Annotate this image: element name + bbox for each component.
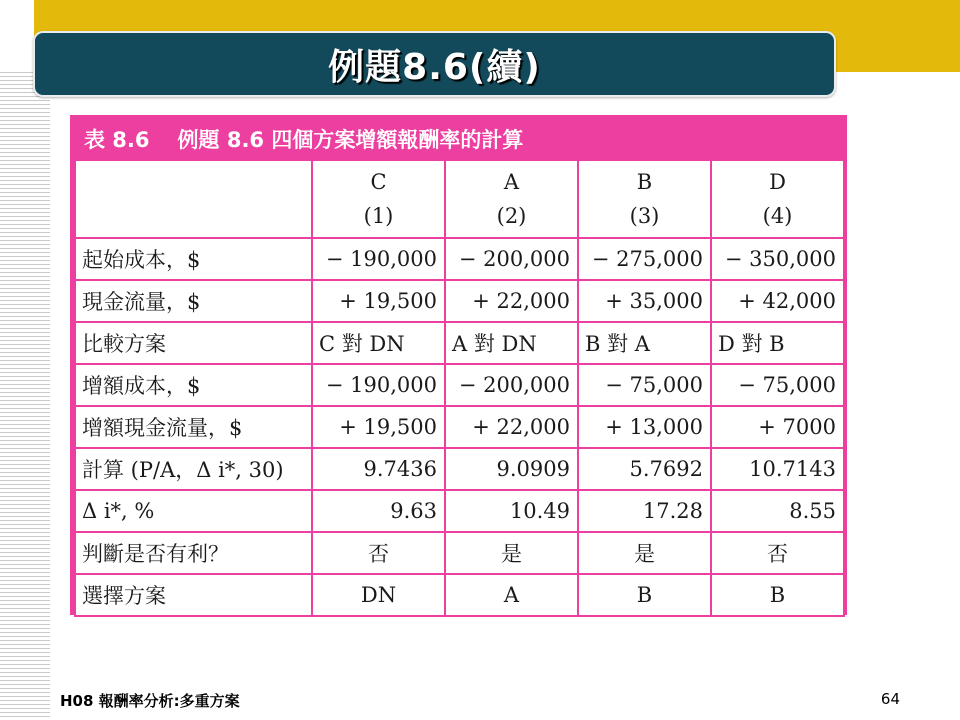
row-label: 計算 (P/A，Δ i*, 30) bbox=[75, 448, 312, 490]
table-cell: − 190,000 bbox=[312, 364, 445, 406]
row-label: 增額現金流量，$ bbox=[75, 406, 312, 448]
table-cell: 是 bbox=[445, 532, 578, 574]
table-row bbox=[75, 364, 844, 406]
table-cell: 是 bbox=[578, 532, 711, 574]
table-cell: 9.0909 bbox=[445, 448, 578, 490]
table-cell: 9.7436 bbox=[312, 448, 445, 490]
table-cell: + 7000 bbox=[711, 406, 844, 448]
table-cell: + 19,500 bbox=[312, 280, 445, 322]
left-stripe-decoration bbox=[0, 72, 50, 720]
table-cell: B 對 A bbox=[578, 322, 711, 364]
title-bar bbox=[33, 31, 836, 97]
table-cell: C 對 DN bbox=[312, 322, 445, 364]
table-row bbox=[75, 280, 844, 322]
header-cell: D (4) bbox=[711, 160, 844, 238]
row-label: 增額成本，$ bbox=[75, 364, 312, 406]
table-cell: 17.28 bbox=[578, 490, 711, 532]
table-cell: B bbox=[578, 574, 711, 616]
row-label: Δ i*, % bbox=[75, 490, 312, 532]
table-cell: − 350,000 bbox=[711, 238, 844, 280]
table-cell: 9.63 bbox=[312, 490, 445, 532]
footer-course-title: H08 報酬率分析:多重方案 bbox=[60, 692, 240, 710]
row-label: 起始成本，$ bbox=[75, 238, 312, 280]
table-cell: 否 bbox=[711, 532, 844, 574]
table-cell: DN bbox=[312, 574, 445, 616]
rate-of-return-table bbox=[74, 159, 845, 617]
table-cell: A bbox=[445, 574, 578, 616]
row-label: 比較方案 bbox=[75, 322, 312, 364]
table-cell: + 19,500 bbox=[312, 406, 445, 448]
table-frame bbox=[70, 115, 847, 615]
table-cell: D 對 B bbox=[711, 322, 844, 364]
header-cell: B (3) bbox=[578, 160, 711, 238]
slide-title: 例題8.6(續) bbox=[328, 46, 541, 88]
page-number: 64 bbox=[880, 690, 900, 708]
table-cell: + 35,000 bbox=[578, 280, 711, 322]
table-cell: A 對 DN bbox=[445, 322, 578, 364]
table-row bbox=[75, 406, 844, 448]
table-cell: − 190,000 bbox=[312, 238, 445, 280]
table-row bbox=[75, 574, 844, 616]
table-caption bbox=[74, 119, 843, 159]
table-cell: − 275,000 bbox=[578, 238, 711, 280]
table-cell: 否 bbox=[312, 532, 445, 574]
table-cell: − 200,000 bbox=[445, 238, 578, 280]
table-cell: 5.7692 bbox=[578, 448, 711, 490]
row-label: 選擇方案 bbox=[75, 574, 312, 616]
table-row bbox=[75, 448, 844, 490]
header-blank-cell bbox=[75, 160, 312, 238]
table-cell: + 13,000 bbox=[578, 406, 711, 448]
table-cell: 8.55 bbox=[711, 490, 844, 532]
corner-block bbox=[0, 0, 34, 72]
header-cell: A (2) bbox=[445, 160, 578, 238]
table-row bbox=[75, 322, 844, 364]
table-header-row bbox=[75, 160, 844, 238]
table-cell: B bbox=[711, 574, 844, 616]
table-row bbox=[75, 490, 844, 532]
table-cell: − 75,000 bbox=[578, 364, 711, 406]
table-caption-text: 例題 8.6 四個方案增額報酬率的計算 bbox=[177, 128, 524, 152]
table-cell: − 200,000 bbox=[445, 364, 578, 406]
row-label: 現金流量，$ bbox=[75, 280, 312, 322]
table-cell: + 22,000 bbox=[445, 280, 578, 322]
table-label: 表 8.6 bbox=[84, 128, 150, 152]
table-cell: − 75,000 bbox=[711, 364, 844, 406]
table-cell: 10.7143 bbox=[711, 448, 844, 490]
table-row bbox=[75, 238, 844, 280]
table-cell: 10.49 bbox=[445, 490, 578, 532]
table-cell: + 42,000 bbox=[711, 280, 844, 322]
table-cell: + 22,000 bbox=[445, 406, 578, 448]
header-cell: C (1) bbox=[312, 160, 445, 238]
row-label: 判斷是否有利？ bbox=[75, 532, 312, 574]
table-row bbox=[75, 532, 844, 574]
